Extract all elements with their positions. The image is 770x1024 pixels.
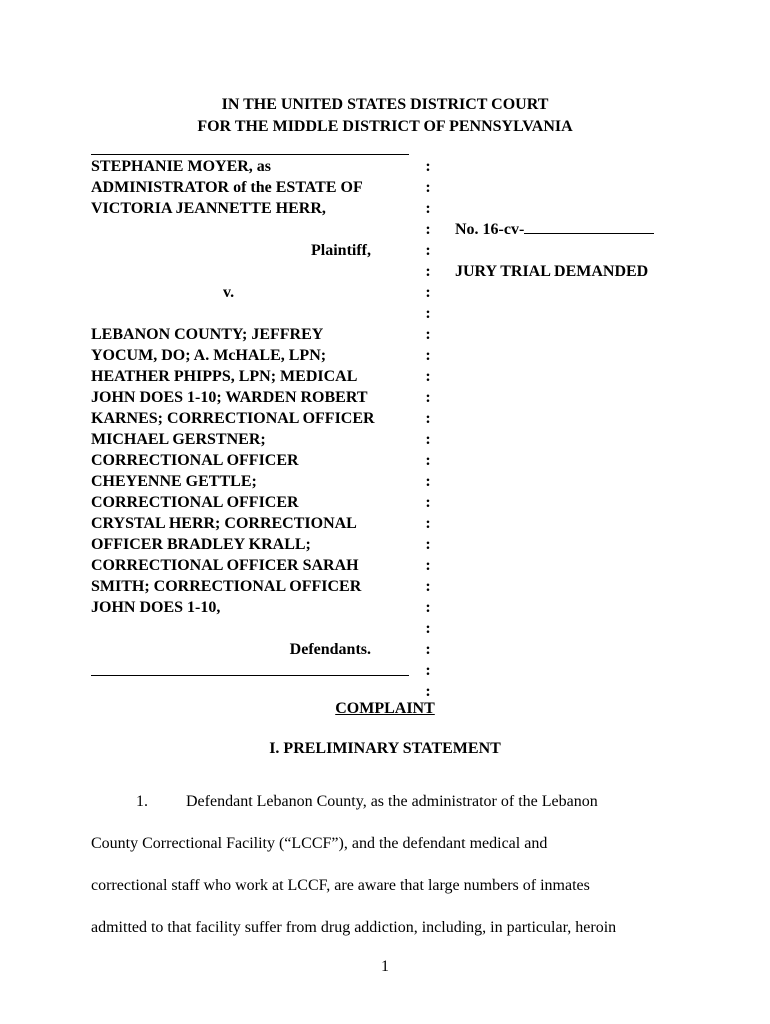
caption-colon: : [425, 494, 431, 511]
section-heading: I. PRELIMINARY STATEMENT [269, 740, 501, 757]
document-title-text: COMPLAINT [335, 700, 435, 717]
defendant-line: JOHN DOES 1-10; WARDEN ROBERT [91, 389, 368, 406]
caption-colon: : [425, 389, 431, 406]
defendants-label: Defendants. [289, 641, 371, 658]
caption-spacer [91, 261, 421, 282]
caption-colon: : [425, 431, 431, 448]
court-heading [0, 94, 770, 138]
caption-colon: : [425, 452, 431, 469]
caption-colon: : [425, 305, 431, 322]
paragraph-line: admitted to that facility suffer from drug addiction, including, in particular, heroin [91, 919, 617, 936]
caption-colon: : [425, 200, 431, 217]
paragraph-line-text: Defendant Lebanon County, as the administrator of the Lebanon [186, 793, 598, 810]
defendant-line: HEATHER PHIPPS, LPN; MEDICAL [91, 368, 358, 385]
defendant-line: CORRECTIONAL OFFICER SARAH [91, 557, 359, 574]
document-title [0, 698, 770, 719]
caption-colon: : [425, 662, 431, 679]
plaintiff-line: VICTORIA JEANNETTE HERR, [91, 200, 326, 217]
versus-label: v. [223, 284, 235, 301]
caption-colon: : [425, 221, 431, 238]
caption-bottom-rule [91, 675, 409, 676]
page-number: 1 [381, 958, 389, 975]
caption-spacer [91, 303, 421, 324]
caption-top-rule [91, 154, 409, 155]
caption-colon: : [425, 578, 431, 595]
caption-colon: : [425, 242, 431, 259]
case-number-blank [524, 219, 654, 234]
paragraph-line: County Correctional Facility (“LCCF”), and the defendant medical and [91, 835, 548, 852]
caption-colon: : [425, 473, 431, 490]
caption-colon: : [425, 347, 431, 364]
defendant-line: CORRECTIONAL OFFICER [91, 494, 299, 511]
caption-colon: : [425, 410, 431, 427]
plaintiff-line: ADMINISTRATOR of the ESTATE OF [91, 179, 363, 196]
defendant-line: CORRECTIONAL OFFICER [91, 452, 299, 469]
paragraph-number: 1. [136, 793, 148, 810]
defendant-line: YOCUM, DO; A. McHALE, LPN; [91, 347, 327, 364]
paragraph-line: correctional staff who work at LCCF, are aware that large numbers of inmates [91, 877, 590, 894]
caption-colon: : [425, 326, 431, 343]
court-district-line: FOR THE MIDDLE DISTRICT OF PENNSYLVANIA [197, 118, 573, 135]
defendant-line: MICHAEL GERSTNER; [91, 431, 266, 448]
caption-colon: : [425, 284, 431, 301]
defendant-line: LEBANON COUNTY; JEFFREY [91, 326, 324, 343]
case-number [455, 219, 654, 240]
caption-colon: : [425, 557, 431, 574]
case-number-label: No. 16-cv- [455, 221, 525, 238]
defendant-line: OFFICER BRADLEY KRALL; [91, 536, 311, 553]
caption-spacer [91, 618, 421, 639]
caption-colon: : [425, 620, 431, 637]
caption-colon: : [425, 158, 431, 175]
caption-spacer [91, 219, 421, 240]
plaintiff-label: Plaintiff, [311, 242, 371, 259]
paragraph-line [91, 781, 651, 823]
paragraph-1 [91, 781, 651, 949]
defendant-line: CHEYENNE GETTLE; [91, 473, 257, 490]
caption-colon: : [425, 263, 431, 280]
plaintiff-line: STEPHANIE MOYER, as [91, 158, 272, 175]
caption-colon: : [425, 599, 431, 616]
caption-parties [91, 156, 421, 660]
defendant-line: SMITH; CORRECTIONAL OFFICER [91, 578, 362, 595]
caption-colon: : [425, 683, 431, 700]
defendant-line: KARNES; CORRECTIONAL OFFICER [91, 410, 375, 427]
caption-colon: : [425, 368, 431, 385]
defendant-line: CRYSTAL HERR; CORRECTIONAL [91, 515, 357, 532]
caption-colon: : [425, 179, 431, 196]
court-name-line: IN THE UNITED STATES DISTRICT COURT [221, 96, 549, 113]
caption-colon: : [425, 536, 431, 553]
jury-trial-demanded: JURY TRIAL DEMANDED [455, 263, 649, 280]
caption-colon: : [425, 515, 431, 532]
caption-colon-column [421, 156, 435, 702]
caption-colon: : [425, 641, 431, 658]
defendant-line: JOHN DOES 1-10, [91, 599, 221, 616]
